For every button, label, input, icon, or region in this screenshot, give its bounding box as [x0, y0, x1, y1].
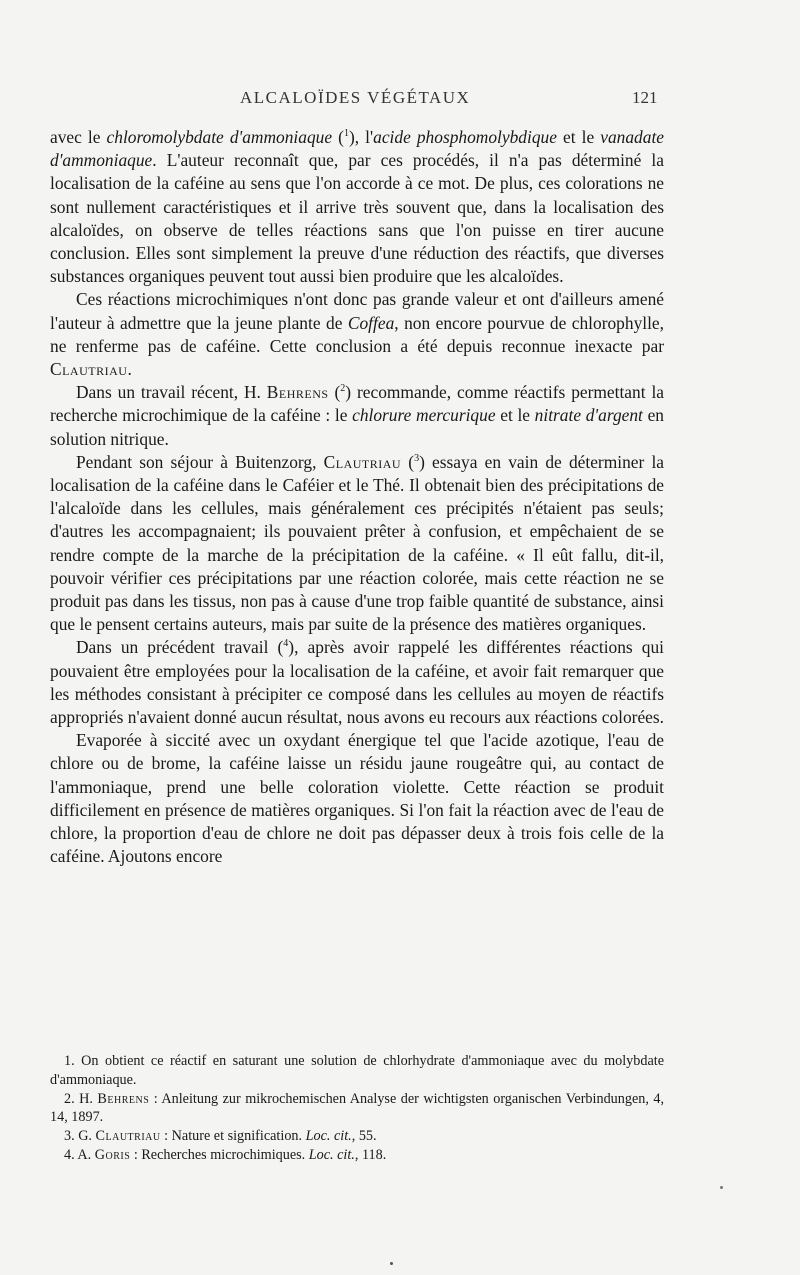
footnote-number: 4.	[64, 1146, 78, 1163]
text-run: Dans un travail récent, H.	[76, 382, 267, 403]
footnote-text: H.	[79, 1090, 98, 1107]
text-run: (	[401, 451, 415, 472]
author-name: Clautriau	[50, 359, 128, 380]
text-run: en solution nitrique.	[50, 405, 664, 449]
footnote-ref: 4	[283, 638, 289, 650]
footnote-3	[50, 1127, 664, 1146]
author-name: Behrens	[97, 1090, 150, 1107]
italic-term: chloromolybdate d'ammoniaque	[106, 127, 333, 147]
author-name: Clautriau	[95, 1128, 161, 1145]
italic-term: acide phosphomolybdique	[373, 127, 557, 147]
text-run: .	[127, 359, 132, 380]
page-number: 121	[632, 88, 658, 107]
footnote-text: : Recherches microchimiques.	[130, 1146, 309, 1163]
text-run: Pendant son séjour à Buitenzorg,	[76, 451, 324, 472]
italic-term: chlorure mercurique	[352, 405, 496, 426]
text-run: Dans un précédent travail (	[76, 637, 284, 658]
citation-abbrev: Loc. cit.	[308, 1146, 355, 1163]
text-run: ), après avoir rappelé les différentes réactions qui pouvaient être employées pour la localisation de la caféine, et avoir fait remarquer que les méthodes consistant à précipiter ce composé dans les cellules au moyen de réactifs appropriés n'avaient donné aucun résultat, nous avons eu recours aux réactions colorées.	[50, 637, 665, 728]
text-run: ) essaya en vain de déterminer la localisation de la caféine dans le Caféier et le Thé. Il obtenait bien des précipitations de l'alcaloïde dans les cellules, mais généralement ces précipités n'étaient pas seuls; d'autres les accompagnaient; ils pouvaient prêter à confusion, et empêchaient de se rendre compte de la marche de la précipitation de la caféine. « Il eût fallu, dit-il, pouvoir vérifier ces précipitations par une réaction colorée, mais cette réaction ne se produit pas dans les tissus, non pas à cause d'une trop faible quantité de substance, ainsi que le pensent certains auteurs, mais par suite de la présence des matières organiques.	[50, 451, 665, 635]
text-run: (	[328, 382, 341, 403]
text-run: et le	[556, 127, 601, 147]
paragraph-6	[50, 729, 664, 868]
text-run: ) recommande, comme réactifs permettant la recherche microchimique de la caféine : le	[50, 382, 665, 426]
text-run: avec le	[50, 127, 107, 147]
page-header	[0, 88, 800, 114]
paragraph-5	[50, 636, 664, 729]
speck-mark	[720, 1186, 723, 1189]
text-run: (	[332, 127, 344, 147]
paragraph-1	[50, 126, 664, 288]
text-run: , non encore pourvue de chlorophylle, ne renferme pas de caféine. Cette conclusion a été depuis reconnue inexacte par	[50, 312, 664, 356]
footnote-ref: 2	[340, 383, 346, 395]
footnote-4	[50, 1146, 664, 1165]
footnote-text: , 55.	[351, 1128, 377, 1145]
paragraph-3	[50, 381, 664, 451]
body-text	[50, 126, 664, 869]
footnote-2	[50, 1090, 664, 1128]
footnote-number: 1.	[64, 1053, 82, 1069]
footnote-text: , 118.	[354, 1146, 387, 1163]
footnote-text: : Nature et signification.	[160, 1128, 306, 1145]
author-name: Goris	[94, 1146, 131, 1163]
text-run: ), l'	[348, 127, 374, 147]
footnote-text: A.	[77, 1146, 95, 1163]
footnote-ref: 3	[414, 453, 420, 465]
author-name: Clautriau	[323, 451, 402, 472]
footnotes	[50, 1052, 664, 1165]
footnote-text: G.	[78, 1128, 96, 1145]
running-title: ALCALOÏDES VÉGÉTAUX	[240, 88, 471, 107]
footnote-number: 2.	[64, 1090, 80, 1107]
author-name: Behrens	[266, 382, 329, 403]
italic-term: nitrate d'argent	[534, 405, 643, 426]
citation-abbrev: Loc. cit.	[305, 1128, 352, 1145]
footnote-ref: 1	[343, 128, 349, 140]
footnote-text: : Anleitung zur mikrochemischen Analyse der wichtigsten organischen Verbindungen, 4, 14, 1897.	[50, 1090, 664, 1126]
italic-term: vanadate d'ammoniaque	[50, 127, 664, 171]
text-run: et le	[495, 405, 535, 426]
italic-term: Coffea	[347, 312, 395, 333]
text-run: Ces réactions microchimiques n'ont donc pas grande valeur et ont d'ailleurs amené l'auteur à admettre que la jeune plante de	[50, 289, 664, 333]
text-run: Evaporée à siccité avec un oxydant énergique tel que l'acide azotique, l'eau de chlore ou de brome, la caféine laisse un résidu jaune rougeâtre qui, au contact de l'ammoniaque, prend une belle coloration violette. Cette réaction se produit difficilement en présence de matières organiques. Si l'on fait la réaction avec de l'eau de chlore, la proportion d'eau de chlore ne doit pas dépasser deux à trois fois celle de la caféine. Ajoutons encore	[50, 730, 664, 867]
text-run: . L'auteur reconnaît que, par ces procédés, il n'a pas déterminé la localisation de la caféine au sens que l'on accorde à ce mot. De plus, ces colorations ne sont nullement caractéristiques et il arrive très souvent que, dans la localisation des alcaloïdes, on observe de telles réactions sans que l'on puisse en tirer aucune conclusion. Elles sont simplement la preuve d'une réduction des réactifs, que diverses substances organiques peuvent tout aussi bien produire que les alcaloïdes.	[50, 150, 664, 287]
paragraph-4	[50, 451, 664, 637]
speck-mark	[390, 1262, 393, 1265]
paragraph-2	[50, 288, 664, 381]
footnote-1	[50, 1052, 664, 1090]
footnote-number: 3.	[64, 1128, 79, 1145]
footnote-text: On obtient ce réactif en saturant une solution de chlorhydrate d'ammoniaque avec du molybdate d'ammoniaque.	[50, 1053, 664, 1088]
